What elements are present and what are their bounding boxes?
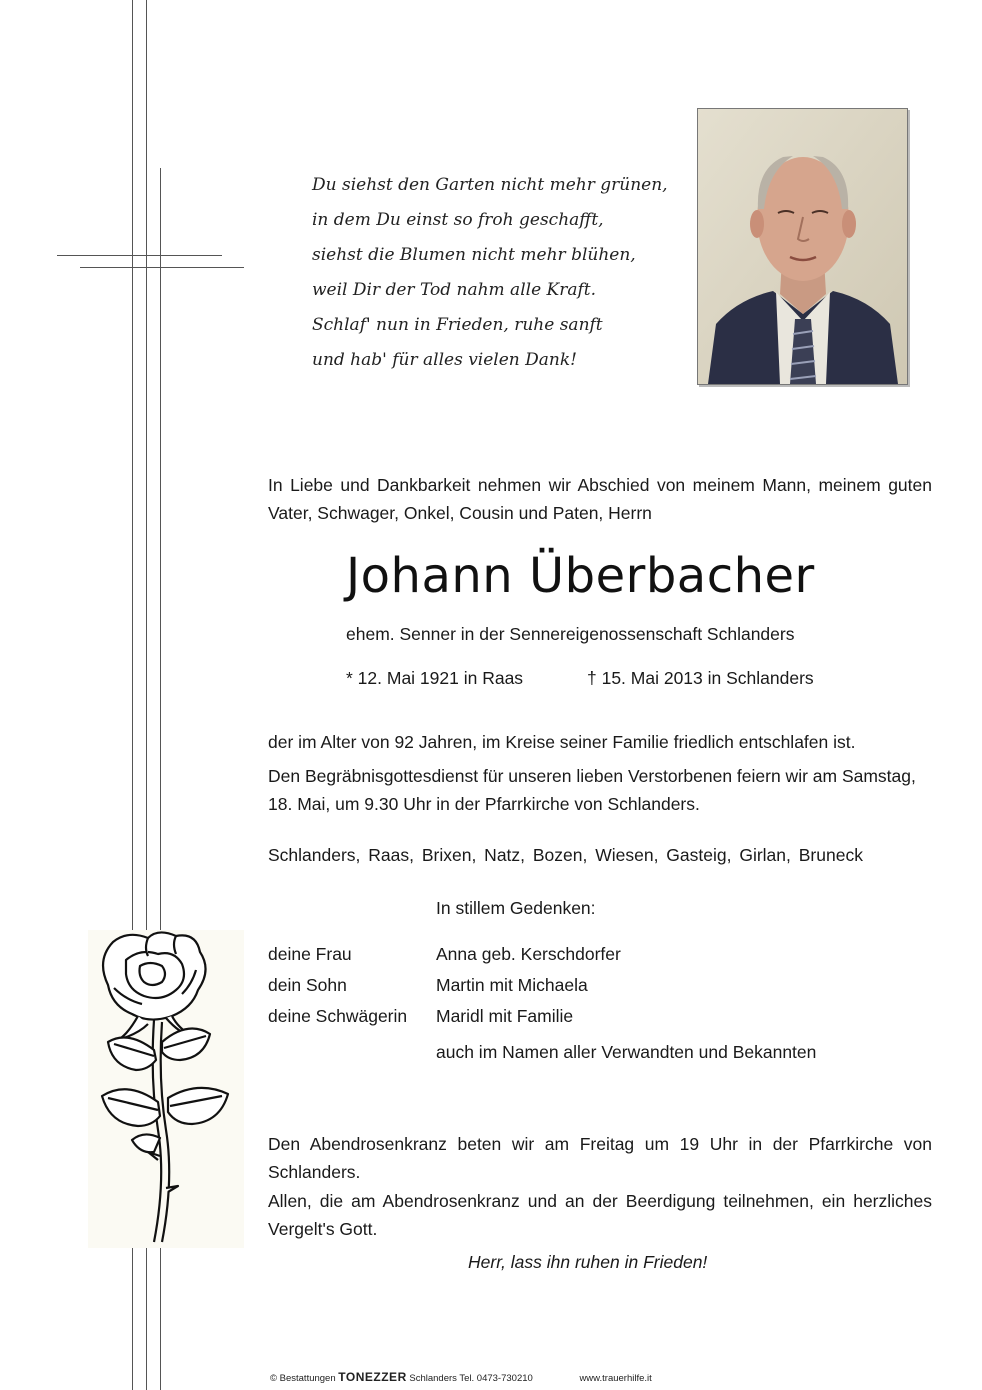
- occupation-text: ehem. Senner in der Sennereigenossenschaft Schlanders: [346, 624, 795, 644]
- death-date: † 15. Mai 2013 in Schlanders: [587, 668, 814, 688]
- places-text: Schlanders, Raas, Brixen, Natz, Bozen, Wiesen, Gasteig, Girlan, Bruneck: [268, 845, 863, 865]
- poem-line: in dem Du einst so froh geschafft,: [312, 210, 604, 230]
- relatives-note: auch im Namen aller Verwandten und Bekannten: [436, 1042, 817, 1062]
- passing-text: der im Alter von 92 Jahren, im Kreise seiner Familie friedlich entschlafen ist.: [268, 732, 856, 752]
- footer-contact: Schlanders Tel. 0473-730210: [409, 1373, 533, 1384]
- poem-line: und hab' für alles vielen Dank!: [312, 350, 577, 370]
- birth-date: * 12. Mai 1921 in Raas: [346, 668, 524, 688]
- poem-line: Du siehst den Garten nicht mehr grünen,: [312, 175, 668, 195]
- intro-text: In Liebe und Dankbarkeit nehmen wir Abschied von meinem Mann, meinem guten Vater, Schwager, Onkel, Cousin und Paten, Herrn: [268, 475, 932, 523]
- poem-line: weil Dir der Tod nahm alle Kraft.: [312, 280, 597, 300]
- rose-icon: [88, 930, 244, 1248]
- rose-illustration: [88, 930, 244, 1248]
- poem-line: siehst die Blumen nicht mehr blühen,: [312, 245, 636, 265]
- family-names: Maridl mit Familie: [436, 1006, 574, 1026]
- poem-line: Schlaf' nun in Frieden, ruhe sanft: [312, 315, 603, 335]
- thanks-text: Allen, die am Abendrosenkranz und an der Beerdigung teilnehmen, ein herzliches Vergelt's Gott.: [268, 1191, 932, 1239]
- cross-horizontal-line-top: [57, 255, 222, 256]
- cross-horizontal-line-bottom: [80, 267, 244, 268]
- mourning-heading: In stillem Gedenken:: [436, 898, 596, 918]
- rosary-text: Den Abendrosenkranz beten wir am Freitag um 19 Uhr in der Pfarrkirche von Schlanders.: [268, 1134, 932, 1182]
- family-relation: deine Schwägerin: [268, 1006, 408, 1026]
- portrait-photo: [697, 108, 908, 385]
- funeral-text: Den Begräbnisgottesdienst für unseren lieben Verstorbenen feiern wir am Samstag, 18. Mai, um 9.30 Uhr in der Pfarrkirche von Schlanders.: [268, 766, 916, 814]
- poem: [312, 168, 668, 378]
- footer-prefix: © Bestattungen: [270, 1373, 336, 1384]
- closing-prayer: Herr, lass ihn ruhen in Frieden!: [468, 1252, 708, 1272]
- family-relation: deine Frau: [268, 944, 352, 964]
- family-relation: dein Sohn: [268, 975, 347, 995]
- footer-website[interactable]: www.trauerhilfe.it: [579, 1373, 652, 1384]
- portrait-illustration: [698, 109, 907, 384]
- family-names: Anna geb. Kerschdorfer: [436, 944, 621, 964]
- family-names: Martin mit Michaela: [436, 975, 588, 995]
- footer: [270, 1370, 652, 1384]
- footer-brand: TONEZZER: [338, 1370, 407, 1384]
- deceased-name: Johann Überbacher: [346, 548, 815, 604]
